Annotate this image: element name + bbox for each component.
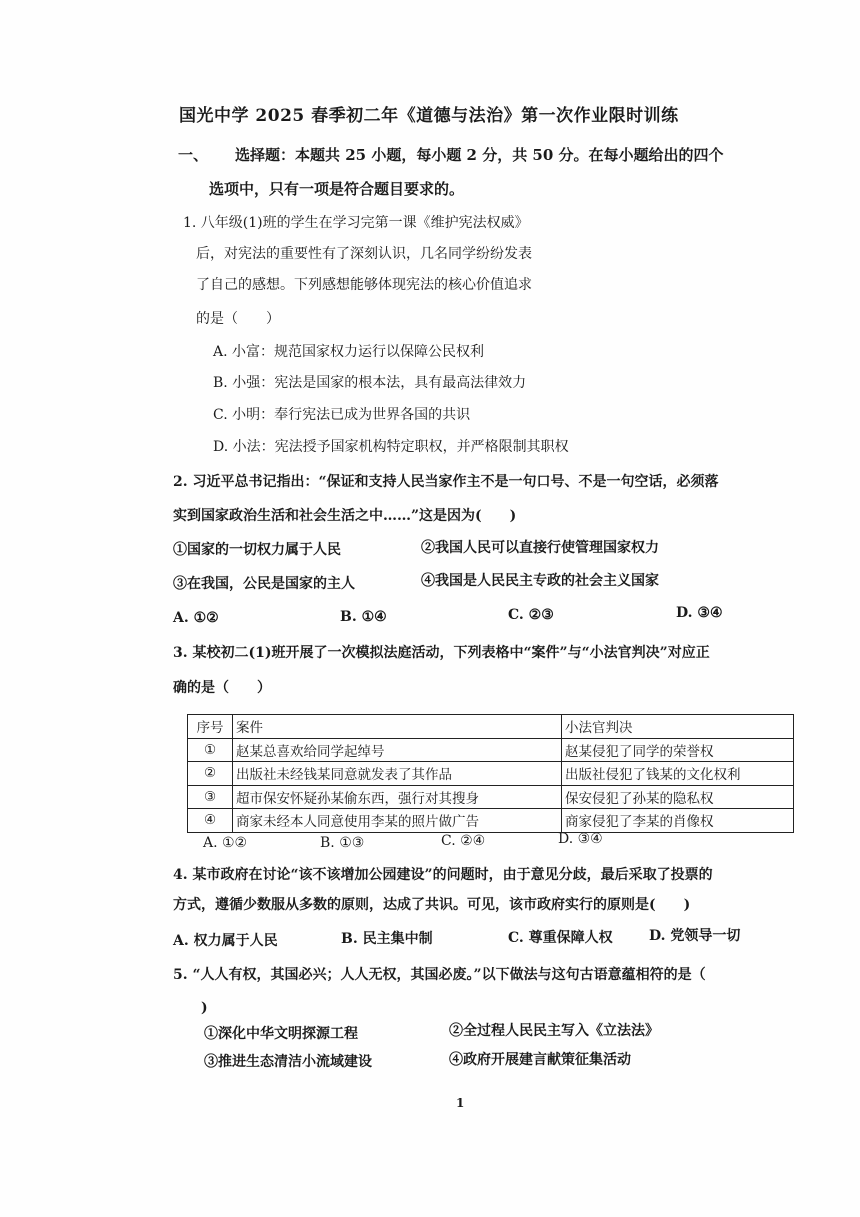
- q3-stem-line2: 确的是（ ）: [173, 680, 271, 696]
- q3-case-table: [187, 714, 794, 833]
- table-cell-case: 超市保安怀疑孙某偷东西，强行对其搜身: [233, 785, 562, 809]
- table-cell-case: 商家未经本人同意使用李某的照片做广告: [233, 809, 562, 833]
- q4-stem-line2: 方式，遵循少数服从多数的原则，达成了共识。可见，该市政府实行的原则是( ): [173, 897, 691, 913]
- q4-stem-line1: 4. 某市政府在讨论“该不该增加公园建设”的问题时，由于意见分歧，最后采取了投票的: [173, 867, 713, 883]
- table-cell-verdict: 商家侵犯了李某的肖像权: [562, 809, 794, 833]
- q3-option-a: A. ①②: [203, 835, 248, 851]
- q3-option-c: C. ②④: [441, 833, 486, 849]
- q3-option-b: B. ①③: [320, 835, 365, 851]
- q2-item-3: ③在我国，公民是国家的主人: [173, 576, 355, 592]
- table-cell-index: ③: [188, 785, 233, 809]
- q5-item-3: ③推进生态清洁小流域建设: [204, 1054, 372, 1070]
- section-instruction-line2: 选项中，只有一项是符合题目要求的。: [209, 180, 465, 198]
- q3-option-d: D. ③④: [558, 831, 603, 847]
- table-header-row: [188, 715, 794, 739]
- table-header-case: 案件: [233, 715, 562, 739]
- table-cell-case: 赵某总喜欢给同学起绰号: [233, 738, 562, 762]
- table-cell-index: ①: [188, 738, 233, 762]
- q5-item-2: ②全过程人民民主写入《立法法》: [449, 1023, 659, 1039]
- q2-option-b: B. ①④: [340, 609, 387, 625]
- q5-stem-line2: ): [201, 1000, 208, 1016]
- table-row: [188, 738, 794, 762]
- q2-item-2: ②我国人民可以直接行使管理国家权力: [421, 540, 659, 556]
- q2-stem-line1: 2. 习近平总书记指出：“保证和支持人民当家作主不是一句口号、不是一句空话，必须落: [173, 474, 719, 490]
- section-instruction-line1: 选择题：本题共 25 小题，每小题 2 分，共 50 分。在每小题给出的四个: [235, 146, 724, 164]
- q1-stem-line2: 后，对宪法的重要性有了深刻认识，几名同学纷纷发表: [196, 246, 532, 262]
- q1-option-c: C. 小明：奉行宪法已成为世界各国的共识: [213, 407, 471, 423]
- table-row: [188, 762, 794, 786]
- q2-item-1: ①国家的一切权力属于人民: [173, 542, 341, 558]
- table-header-index: 序号: [188, 715, 233, 739]
- q2-item-4: ④我国是人民民主专政的社会主义国家: [421, 573, 659, 589]
- q4-option-b: B. 民主集中制: [341, 931, 433, 947]
- q3-stem-line1: 3. 某校初二(1)班开展了一次模拟法庭活动，下列表格中“案件”与“小法官判决”对应正: [173, 645, 710, 661]
- table-cell-verdict: 赵某侵犯了同学的荣誉权: [562, 738, 794, 762]
- table-cell-case: 出版社未经钱某同意就发表了其作品: [233, 762, 562, 786]
- exam-title: 国光中学 2025 春季初二年《道德与法治》第一次作业限时训练: [179, 106, 679, 126]
- q2-option-a: A. ①②: [173, 610, 219, 626]
- q1-stem-line3: 了自己的感想。下列感想能够体现宪法的核心价值追求: [196, 277, 532, 293]
- q2-stem-line2: 实到国家政治生活和社会生活之中……”这是因为( ): [173, 508, 517, 524]
- q1-option-a: A. 小富：规范国家权力运行以保障公民权利: [213, 344, 485, 360]
- q1-option-b: B. 小强：宪法是国家的根本法，具有最高法律效力: [213, 375, 527, 391]
- page-number: 1: [456, 1096, 465, 1110]
- table-header-verdict: 小法官判决: [562, 715, 794, 739]
- table-cell-index: ④: [188, 809, 233, 833]
- q2-option-c: C. ②③: [508, 607, 554, 623]
- q5-item-1: ①深化中华文明探源工程: [204, 1026, 358, 1042]
- table-row: [188, 809, 794, 833]
- q2-option-d: D. ③④: [676, 605, 723, 621]
- q5-stem-line1: 5. “人人有权，其国必兴；人人无权，其国必废。”以下做法与这句古语意蕴相符的是（: [173, 967, 706, 983]
- q1-stem-line4: 的是（ ）: [196, 311, 280, 327]
- q4-option-d: D. 党领导一切: [649, 928, 741, 944]
- q1-option-d: D. 小法：宪法授予国家机构特定职权，并严格限制其职权: [213, 439, 569, 455]
- q4-option-c: C. 尊重保障人权: [508, 930, 613, 946]
- section-number: 一、: [178, 146, 209, 164]
- table-row: [188, 785, 794, 809]
- q5-item-4: ④政府开展建言献策征集活动: [449, 1052, 631, 1068]
- table-cell-verdict: 保安侵犯了孙某的隐私权: [562, 785, 794, 809]
- table-cell-verdict: 出版社侵犯了钱某的文化权利: [562, 762, 794, 786]
- table-cell-index: ②: [188, 762, 233, 786]
- q1-stem-line1: 1. 八年级(1)班的学生在学习完第一课《维护宪法权威》: [183, 215, 529, 231]
- q4-option-a: A. 权力属于人民: [173, 933, 278, 949]
